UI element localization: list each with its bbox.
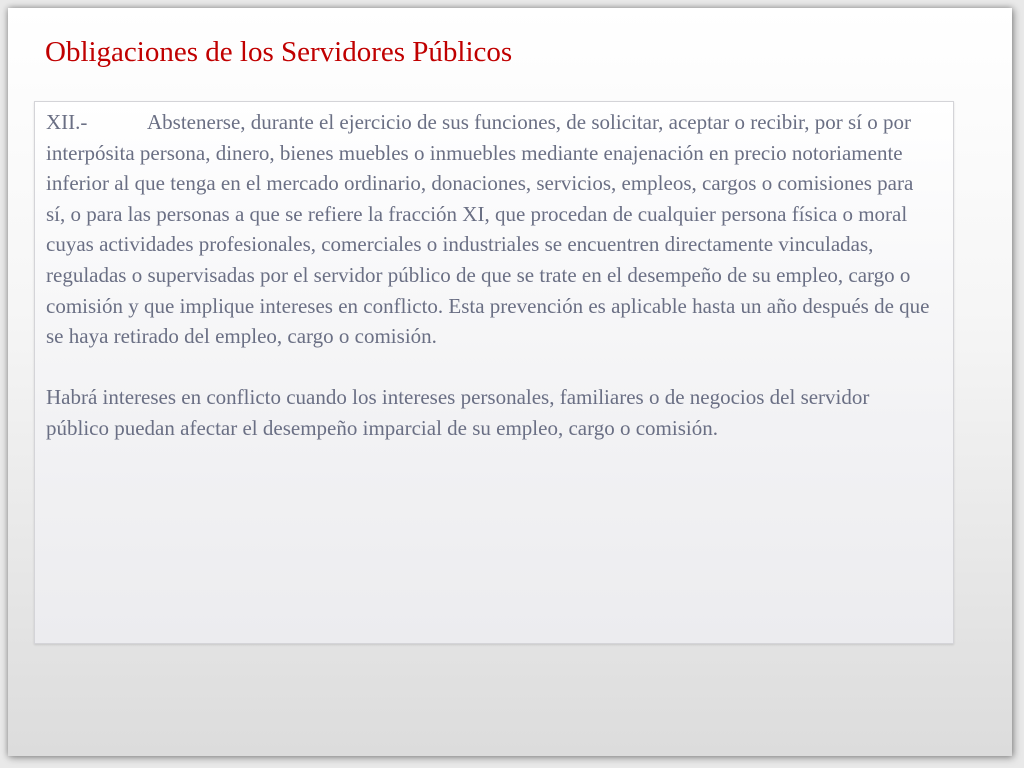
paragraph-2: Habrá intereses en conflicto cuando los intereses personales, familiares o de negocios del servidor público puedan afectar el desempeño imparcial de su empleo, cargo o comisión. (46, 385, 870, 440)
paragraph-fraction-xii (46, 107, 937, 352)
slide-title: Obligaciones de los Servidores Públicos (45, 36, 513, 68)
slide (8, 8, 1012, 756)
paragraph-1-text: Abstenerse, durante el ejercicio de sus funciones, de solicitar, aceptar o recibir, por sí o por interpósita persona, dinero, bienes muebles o inmuebles mediante enajenación en precio notoriamente inferior al que tenga en el mercado ordinario, donaciones, servicios, empleos, cargos o comisiones para sí, o para las personas a que se refiere la fracción XI, que procedan de cualquier persona física o moral cuyas actividades profesionales, comerciales o industriales se encuentren directamente vinculadas, reguladas o supervisadas por el servidor público de que se trate en el desempeño de su empleo, cargo o comisión y que implique intereses en conflicto. Esta prevención es aplicable hasta un año después de que se haya retirado del empleo, cargo o comisión. (46, 110, 930, 349)
fraction-label: XII.- (46, 110, 88, 134)
content-box (34, 101, 954, 644)
paragraph-spacer (46, 352, 937, 383)
